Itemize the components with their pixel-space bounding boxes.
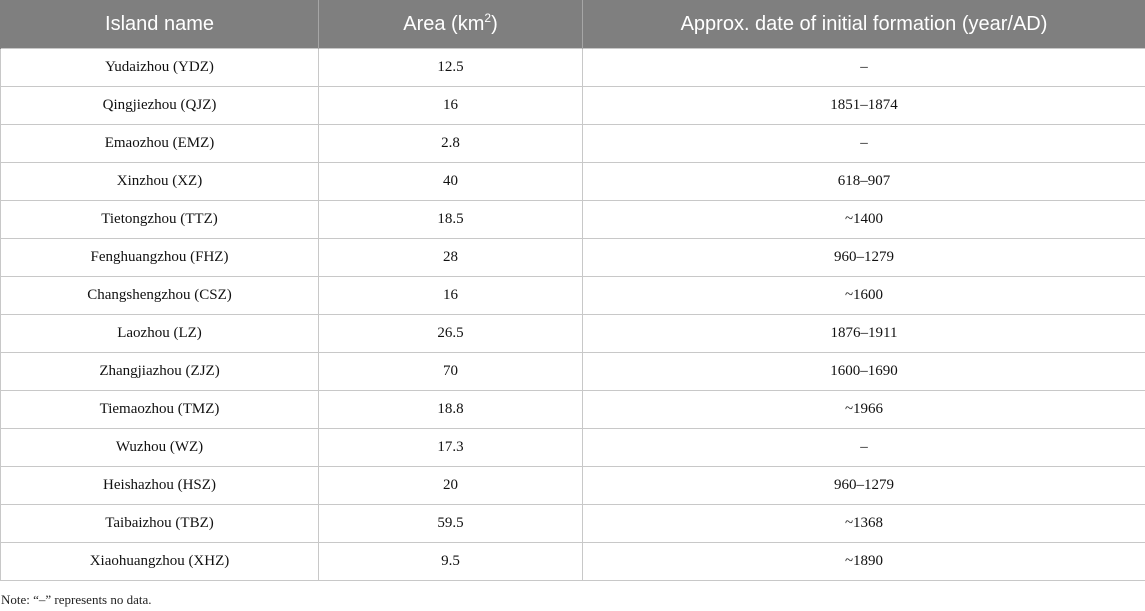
table-row — [1, 315, 1145, 353]
table-row — [1, 201, 1145, 239]
cell-island-name: Taibaizhou (TBZ) — [1, 505, 319, 543]
cell-formation-date: 1851–1874 — [583, 87, 1145, 125]
cell-island-name: Heishazhou (HSZ) — [1, 467, 319, 505]
cell-formation-date: ~1368 — [583, 505, 1145, 543]
table-note: Note: “–” represents no data. — [1, 592, 152, 607]
cell-island-name: Tietongzhou (TTZ) — [1, 201, 319, 239]
cell-area: 12.5 — [319, 49, 583, 87]
cell-formation-date: ~1966 — [583, 391, 1145, 429]
header-area — [319, 0, 583, 49]
cell-island-name: Tiemaozhou (TMZ) — [1, 391, 319, 429]
cell-island-name: Yudaizhou (YDZ) — [1, 49, 319, 87]
cell-formation-date: ~1400 — [583, 201, 1145, 239]
cell-formation-date: – — [583, 125, 1145, 163]
cell-island-name: Changshengzhou (CSZ) — [1, 277, 319, 315]
table-row — [1, 429, 1145, 467]
cell-island-name: Wuzhou (WZ) — [1, 429, 319, 467]
cell-island-name: Qingjiezhou (QJZ) — [1, 87, 319, 125]
cell-formation-date: 618–907 — [583, 163, 1145, 201]
cell-formation-date: 960–1279 — [583, 239, 1145, 277]
cell-area: 40 — [319, 163, 583, 201]
header-island-name: Island name — [1, 0, 319, 49]
table-row — [1, 353, 1145, 391]
cell-area: 18.8 — [319, 391, 583, 429]
table-header — [1, 0, 1145, 49]
cell-formation-date: 1876–1911 — [583, 315, 1145, 353]
header-area-close: ) — [491, 12, 498, 35]
cell-formation-date: ~1600 — [583, 277, 1145, 315]
cell-area: 59.5 — [319, 505, 583, 543]
cell-area: 17.3 — [319, 429, 583, 467]
cell-formation-date: – — [583, 49, 1145, 87]
table-row — [1, 505, 1145, 543]
cell-island-name: Emaozhou (EMZ) — [1, 125, 319, 163]
cell-formation-date: 1600–1690 — [583, 353, 1145, 391]
header-area-superscript: 2 — [484, 10, 492, 25]
cell-formation-date: 960–1279 — [583, 467, 1145, 505]
header-area-text: Area (km — [403, 12, 485, 35]
cell-area: 9.5 — [319, 543, 583, 581]
cell-area: 70 — [319, 353, 583, 391]
cell-island-name: Xiaohuangzhou (XHZ) — [1, 543, 319, 581]
table-row — [1, 125, 1145, 163]
cell-area: 26.5 — [319, 315, 583, 353]
table-row — [1, 163, 1145, 201]
cell-island-name: Zhangjiazhou (ZJZ) — [1, 353, 319, 391]
cell-formation-date: ~1890 — [583, 543, 1145, 581]
cell-island-name: Fenghuangzhou (FHZ) — [1, 239, 319, 277]
cell-area: 16 — [319, 277, 583, 315]
cell-area: 20 — [319, 467, 583, 505]
table-row — [1, 49, 1145, 87]
table-row — [1, 467, 1145, 505]
cell-island-name: Xinzhou (XZ) — [1, 163, 319, 201]
cell-area: 16 — [319, 87, 583, 125]
header-row — [1, 0, 1145, 49]
header-formation-date: Approx. date of initial formation (year/AD) — [583, 0, 1145, 49]
cell-area: 18.5 — [319, 201, 583, 239]
table-row — [1, 239, 1145, 277]
table-row — [1, 277, 1145, 315]
table-row — [1, 543, 1145, 581]
cell-formation-date: – — [583, 429, 1145, 467]
cell-area: 28 — [319, 239, 583, 277]
cell-island-name: Laozhou (LZ) — [1, 315, 319, 353]
table-row — [1, 391, 1145, 429]
cell-area: 2.8 — [319, 125, 583, 163]
table-body — [1, 49, 1145, 581]
table-row — [1, 87, 1145, 125]
